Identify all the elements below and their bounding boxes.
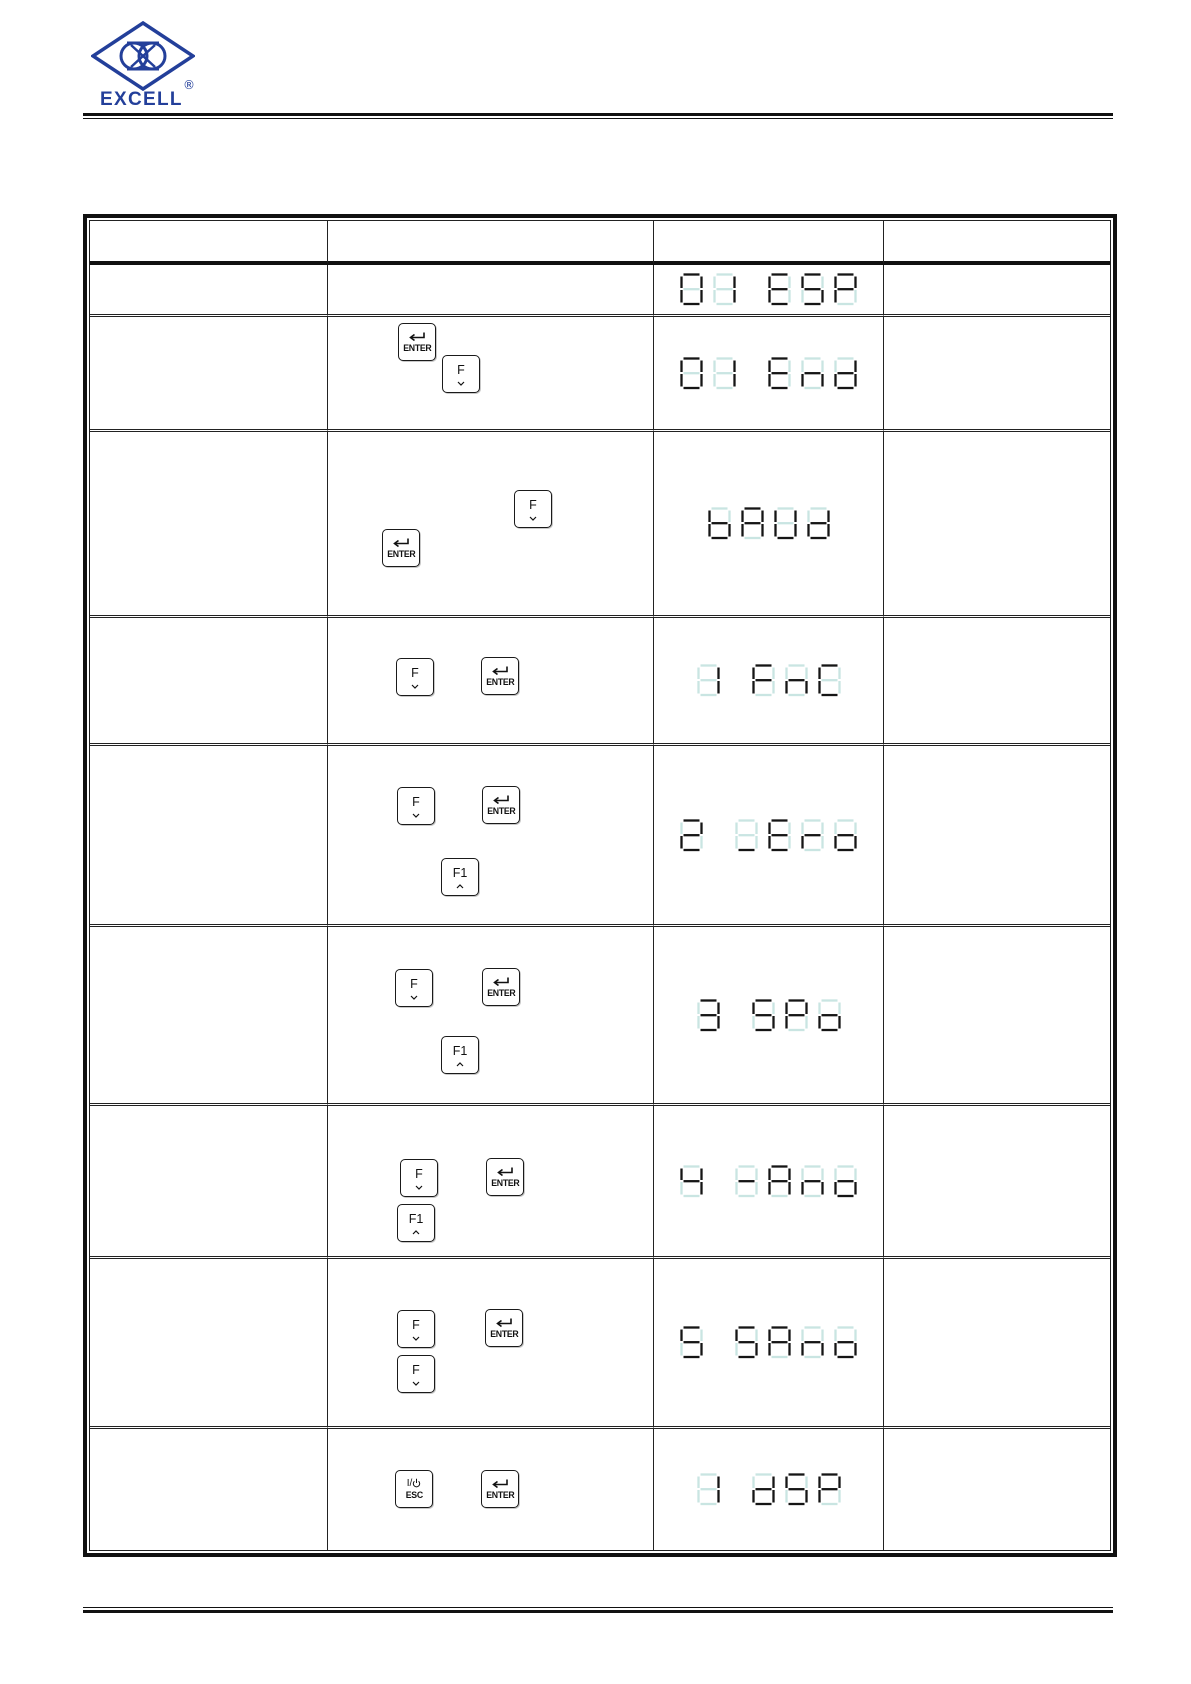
display-char bbox=[819, 1000, 839, 1030]
f-key-label: F bbox=[529, 498, 537, 512]
display-char bbox=[682, 1166, 702, 1196]
enter-key[interactable] bbox=[486, 1158, 524, 1196]
chevron-down-icon bbox=[412, 1336, 420, 1341]
esc-key-label: ESC bbox=[405, 1489, 423, 1501]
display-char bbox=[737, 1328, 757, 1358]
display-char bbox=[682, 358, 702, 388]
display-char bbox=[770, 358, 790, 388]
step-cell bbox=[90, 317, 328, 432]
f-key-label: F bbox=[412, 795, 420, 809]
display-char bbox=[819, 1475, 839, 1505]
chevron-up-icon bbox=[456, 884, 464, 889]
f-key[interactable] bbox=[442, 355, 480, 393]
power-key-top bbox=[407, 1478, 422, 1489]
enter-key-label: ENTER bbox=[490, 1178, 520, 1189]
f-key-label: F bbox=[457, 363, 465, 377]
display-cell bbox=[654, 1259, 884, 1429]
enter-key[interactable] bbox=[481, 657, 519, 695]
table-header-cell bbox=[328, 221, 654, 265]
enter-key-label: ENTER bbox=[485, 677, 515, 688]
description-cell bbox=[884, 265, 1110, 317]
step-cell bbox=[90, 432, 328, 618]
step-cell bbox=[90, 265, 328, 317]
footer-rule-thin bbox=[83, 1607, 1113, 1608]
return-arrow-icon bbox=[490, 1478, 510, 1489]
display-cell bbox=[654, 1106, 884, 1259]
footer-rule bbox=[83, 1610, 1113, 1613]
f-key[interactable] bbox=[397, 1355, 435, 1393]
display-char bbox=[770, 275, 790, 305]
display-char bbox=[803, 275, 823, 305]
step-cell bbox=[90, 1429, 328, 1550]
step-cell bbox=[90, 1106, 328, 1259]
chevron-up-icon bbox=[412, 1230, 420, 1235]
display-cell bbox=[654, 1429, 884, 1550]
segment-display bbox=[695, 1472, 843, 1507]
segment-display bbox=[695, 663, 843, 698]
registered-mark: ® bbox=[183, 78, 195, 92]
f-key-label: F bbox=[412, 1318, 420, 1332]
operation-cell bbox=[328, 1106, 654, 1259]
operation-cell bbox=[328, 746, 654, 927]
power-esc-key[interactable] bbox=[395, 1470, 433, 1508]
display-char bbox=[753, 1000, 773, 1030]
display-char bbox=[682, 275, 702, 305]
display-cell bbox=[654, 317, 884, 432]
step-cell bbox=[90, 927, 328, 1106]
operation-cell bbox=[328, 927, 654, 1106]
display-char bbox=[753, 666, 773, 696]
display-char bbox=[737, 820, 757, 850]
header-rule-thin bbox=[83, 118, 1113, 119]
return-arrow-icon bbox=[407, 331, 427, 342]
segment-display bbox=[678, 1325, 859, 1360]
display-char bbox=[682, 820, 702, 850]
excell-logo-icon bbox=[91, 21, 195, 91]
operation-cell bbox=[328, 265, 654, 317]
step-cell bbox=[90, 1259, 328, 1429]
segment-display bbox=[678, 356, 859, 391]
segment-display bbox=[695, 998, 843, 1033]
enter-key-label: ENTER bbox=[402, 343, 432, 354]
return-arrow-icon bbox=[490, 665, 510, 676]
chevron-down-icon bbox=[415, 1185, 423, 1190]
display-char bbox=[770, 820, 790, 850]
chevron-down-icon bbox=[410, 995, 418, 1000]
enter-key-label: ENTER bbox=[489, 1329, 519, 1340]
display-char bbox=[808, 509, 828, 539]
f-key-label: F bbox=[411, 666, 419, 680]
display-char bbox=[753, 1475, 773, 1505]
step-cell bbox=[90, 746, 328, 927]
display-char bbox=[803, 1166, 823, 1196]
display-char bbox=[786, 666, 806, 696]
display-char bbox=[698, 666, 718, 696]
chevron-down-icon bbox=[529, 516, 537, 521]
step-cell bbox=[90, 618, 328, 746]
display-cell bbox=[654, 927, 884, 1106]
operation-cell bbox=[328, 317, 654, 432]
header-rule bbox=[83, 113, 1113, 116]
description-cell bbox=[884, 432, 1110, 618]
f1-key-label: F1 bbox=[452, 1044, 468, 1058]
display-cell bbox=[654, 746, 884, 927]
display-char bbox=[742, 509, 762, 539]
display-char bbox=[786, 1475, 806, 1505]
description-cell bbox=[884, 746, 1110, 927]
f1-key[interactable] bbox=[441, 1036, 479, 1074]
f1-key-label: F1 bbox=[452, 866, 468, 880]
enter-key[interactable] bbox=[482, 786, 520, 824]
f1-key-label: F1 bbox=[408, 1212, 424, 1226]
f-key[interactable] bbox=[397, 1310, 435, 1348]
f-key[interactable] bbox=[396, 658, 434, 696]
f-key[interactable] bbox=[400, 1159, 438, 1197]
f-key-label: F bbox=[410, 977, 418, 991]
display-cell bbox=[654, 432, 884, 618]
description-cell bbox=[884, 618, 1110, 746]
display-char bbox=[836, 1166, 856, 1196]
f-key[interactable] bbox=[514, 490, 552, 528]
f-key[interactable] bbox=[395, 969, 433, 1007]
segment-display bbox=[678, 818, 859, 853]
display-char bbox=[715, 275, 735, 305]
display-cell bbox=[654, 265, 884, 317]
display-char bbox=[737, 1166, 757, 1196]
description-cell bbox=[884, 1106, 1110, 1259]
display-char bbox=[682, 1328, 702, 1358]
display-char bbox=[803, 358, 823, 388]
segment-display bbox=[678, 272, 859, 307]
brand-name: EXCELL bbox=[100, 89, 183, 110]
operation-cell bbox=[328, 1259, 654, 1429]
return-arrow-icon bbox=[491, 976, 511, 987]
enter-key[interactable] bbox=[482, 968, 520, 1006]
display-char bbox=[803, 1328, 823, 1358]
chevron-up-icon bbox=[456, 1062, 464, 1067]
enter-key[interactable] bbox=[485, 1309, 523, 1347]
display-char bbox=[803, 820, 823, 850]
description-cell bbox=[884, 1429, 1110, 1550]
display-char bbox=[770, 1166, 790, 1196]
f-key-label: F bbox=[415, 1167, 423, 1181]
operation-cell bbox=[328, 432, 654, 618]
segment-display bbox=[678, 1164, 859, 1199]
operation-cell bbox=[328, 1429, 654, 1550]
segment-display bbox=[706, 506, 832, 541]
f1-key[interactable] bbox=[441, 858, 479, 896]
enter-key-label: ENTER bbox=[486, 988, 516, 999]
chevron-down-icon bbox=[457, 381, 465, 386]
settings-table bbox=[83, 214, 1117, 1557]
chevron-down-icon bbox=[412, 813, 420, 818]
display-char bbox=[819, 666, 839, 696]
display-char bbox=[715, 358, 735, 388]
display-cell bbox=[654, 618, 884, 746]
display-char bbox=[698, 1475, 718, 1505]
enter-key[interactable] bbox=[382, 529, 420, 567]
chevron-down-icon bbox=[411, 684, 419, 689]
display-char bbox=[786, 1000, 806, 1030]
description-cell bbox=[884, 317, 1110, 432]
return-arrow-icon bbox=[495, 1166, 515, 1177]
return-arrow-icon bbox=[391, 537, 411, 548]
enter-key-label: ENTER bbox=[486, 806, 516, 817]
return-arrow-icon bbox=[494, 1317, 514, 1328]
display-char bbox=[836, 820, 856, 850]
enter-key-label: ENTER bbox=[386, 549, 416, 560]
power-key-label: I/ bbox=[406, 1477, 413, 1489]
description-cell bbox=[884, 927, 1110, 1106]
display-char bbox=[836, 1328, 856, 1358]
return-arrow-icon bbox=[491, 794, 511, 805]
f-key[interactable] bbox=[397, 787, 435, 825]
table-header-cell bbox=[884, 221, 1110, 265]
display-char bbox=[709, 509, 729, 539]
enter-key[interactable] bbox=[398, 323, 436, 361]
chevron-down-icon bbox=[412, 1381, 420, 1386]
display-char bbox=[698, 1000, 718, 1030]
operation-cell bbox=[328, 618, 654, 746]
f1-key[interactable] bbox=[397, 1204, 435, 1242]
display-char bbox=[775, 509, 795, 539]
power-icon bbox=[412, 1478, 421, 1488]
enter-key-label: ENTER bbox=[485, 1490, 515, 1501]
table-header-cell bbox=[90, 221, 328, 265]
f-key-label: F bbox=[412, 1363, 420, 1377]
display-char bbox=[770, 1328, 790, 1358]
enter-key[interactable] bbox=[481, 1470, 519, 1508]
description-cell bbox=[884, 1259, 1110, 1429]
display-char bbox=[836, 275, 856, 305]
display-char bbox=[836, 358, 856, 388]
table-header-cell bbox=[654, 221, 884, 265]
